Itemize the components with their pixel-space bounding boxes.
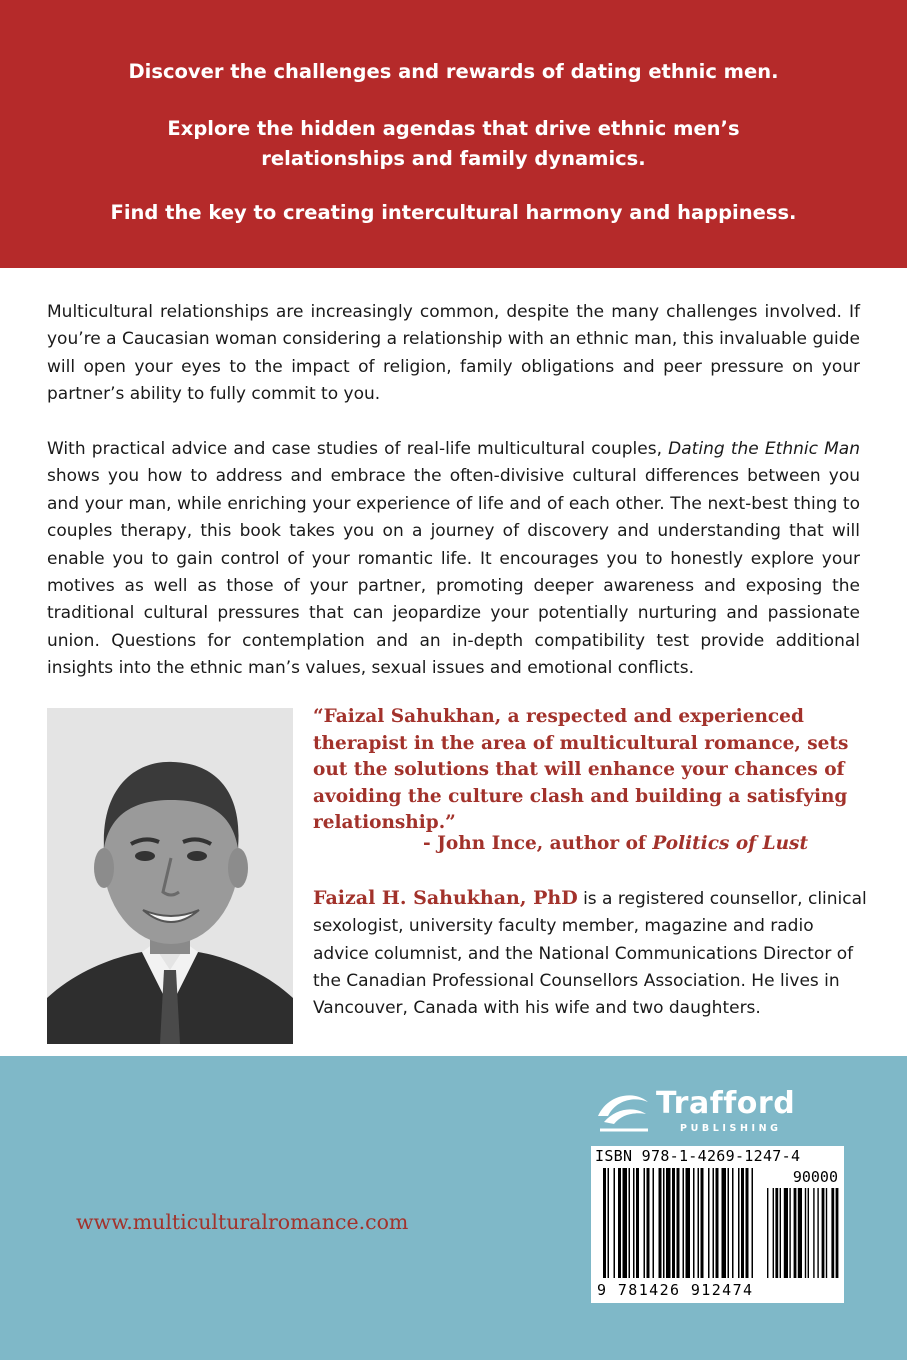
barcode-bar bbox=[663, 1168, 665, 1278]
header-band bbox=[0, 0, 907, 268]
barcode-bar bbox=[701, 1168, 704, 1278]
barcode-block bbox=[591, 1146, 844, 1303]
attribution-book-title: Politics of Lust bbox=[652, 833, 808, 854]
barcode-bar bbox=[653, 1168, 655, 1278]
addon-bar bbox=[784, 1188, 788, 1278]
tagline-2a: Explore the hidden agendas that drive ethnic men’s bbox=[167, 117, 740, 140]
barcode-bar bbox=[686, 1168, 691, 1278]
barcode-bar bbox=[608, 1168, 610, 1278]
author-bio bbox=[313, 885, 873, 1022]
tagline-3: Find the key to creating intercultural harmony and happiness. bbox=[110, 201, 797, 224]
addon-bar bbox=[831, 1188, 834, 1278]
barcode-bar bbox=[629, 1168, 631, 1278]
isbn-label: ISBN 978-1-4269-1247-4 bbox=[595, 1147, 801, 1165]
addon-bar bbox=[794, 1188, 797, 1278]
barcode-bar bbox=[752, 1168, 754, 1278]
barcode-bar bbox=[738, 1168, 740, 1278]
addon-bar bbox=[780, 1188, 781, 1278]
description-lead: With practical advice and case studies of real-life multicultural couples, bbox=[47, 439, 669, 459]
addon-bar bbox=[822, 1188, 825, 1278]
barcode-bar bbox=[659, 1168, 662, 1278]
barcode-bar bbox=[677, 1168, 680, 1278]
barcode-bar bbox=[741, 1168, 744, 1278]
barcode-bar bbox=[636, 1168, 639, 1278]
addon-bar bbox=[773, 1188, 774, 1278]
author-bio-text: is a registered counsellor, clinical sexologist, university faculty member, magazine and radio advice columnist, and the National Communications Director of the Canadian Professional Counsellors Association. He lives in Vancouver, Canada with his wife and two daughters. bbox=[313, 889, 867, 1019]
barcode-icon bbox=[591, 1146, 844, 1303]
barcode-bar bbox=[672, 1168, 675, 1278]
barcode-bar bbox=[644, 1168, 646, 1278]
barcode-bar bbox=[708, 1168, 710, 1278]
barcode-bar bbox=[603, 1168, 606, 1278]
barcode-bar bbox=[623, 1168, 628, 1278]
addon-bar bbox=[817, 1188, 818, 1278]
addon-bar bbox=[767, 1188, 768, 1278]
barcode-bar bbox=[633, 1168, 635, 1278]
barcode-bar bbox=[728, 1168, 730, 1278]
barcode-bar bbox=[614, 1168, 616, 1278]
addon-bar bbox=[789, 1188, 790, 1278]
description-rest: shows you how to address and embrace the often-divisive cultural differences between you and your man, while enriching your experience of life and of each other. The next-best thing to couples therapy, this book takes you on a journey of discovery and understanding that will enable you to gain control of your romantic life. It encourages you to honestly explore your motives as well as those of your partner, promoting deeper awareness and exposing the traditional cultural pressures that can jeopardize your potentially nurturing and passionate union. Questions for contemplation and an in-depth compatibility test provide additional insights into the ethnic man’s values, sexual issues and emotional conflicts. bbox=[47, 466, 860, 679]
barcode-bar bbox=[683, 1168, 685, 1278]
addon-bar bbox=[808, 1188, 809, 1278]
barcode-bar bbox=[647, 1168, 650, 1278]
testimonial-attribution bbox=[313, 831, 808, 857]
barcode-bar bbox=[746, 1168, 749, 1278]
ean-digits: 9 781426 912474 bbox=[597, 1281, 754, 1299]
testimonial-quote: “Faizal Sahukhan, a respected and experienced therapist in the area of multicultural romance, sets out the solutions that will enhance your chances of avoiding the culture clash and building a satisfying relationship.” bbox=[313, 706, 849, 834]
book-title: Dating the Ethnic Man bbox=[668, 439, 860, 459]
barcode-bar bbox=[666, 1168, 671, 1278]
barcode-bar bbox=[698, 1168, 700, 1278]
addon-bar bbox=[805, 1188, 806, 1278]
barcode-bar bbox=[716, 1168, 719, 1278]
barcode-bar bbox=[693, 1168, 695, 1278]
wave-icon bbox=[594, 1086, 652, 1134]
addon-bar bbox=[798, 1188, 802, 1278]
author-portrait-illustration bbox=[47, 708, 293, 1044]
publisher-subtitle: PUBLISHING bbox=[680, 1123, 782, 1134]
website-url: www.multiculturalromance.com bbox=[76, 1210, 409, 1234]
tagline-1: Discover the challenges and rewards of dating ethnic men. bbox=[128, 60, 779, 83]
addon-bar bbox=[813, 1188, 814, 1278]
barcode-bar bbox=[618, 1168, 621, 1278]
attribution-prefix: - John Ince, author of bbox=[423, 833, 653, 854]
publisher-name: Trafford bbox=[656, 1086, 796, 1121]
addon-bar bbox=[826, 1188, 827, 1278]
description-paragraph-2 bbox=[47, 436, 860, 683]
author-photo bbox=[47, 708, 293, 1044]
tagline-2b: relationships and family dynamics. bbox=[261, 147, 646, 170]
barcode-bar bbox=[713, 1168, 715, 1278]
addon-bar bbox=[836, 1188, 839, 1278]
publisher-logo bbox=[594, 1086, 834, 1138]
price-code: 90000 bbox=[792, 1168, 838, 1186]
author-name: Faizal H. Sahukhan, PhD bbox=[313, 887, 578, 909]
barcode-bar bbox=[732, 1168, 734, 1278]
barcode-bar bbox=[722, 1168, 727, 1278]
addon-bar bbox=[775, 1188, 778, 1278]
description-paragraph-1: Multicultural relationships are increasingly common, despite the many challenges involved. If you’re a Caucasian woman considering a relationship with an ethnic man, this invaluable guide will open your eyes to the impact of religion, family obligations and peer pressure on your partner’s ability to fully commit to you. bbox=[47, 302, 860, 405]
